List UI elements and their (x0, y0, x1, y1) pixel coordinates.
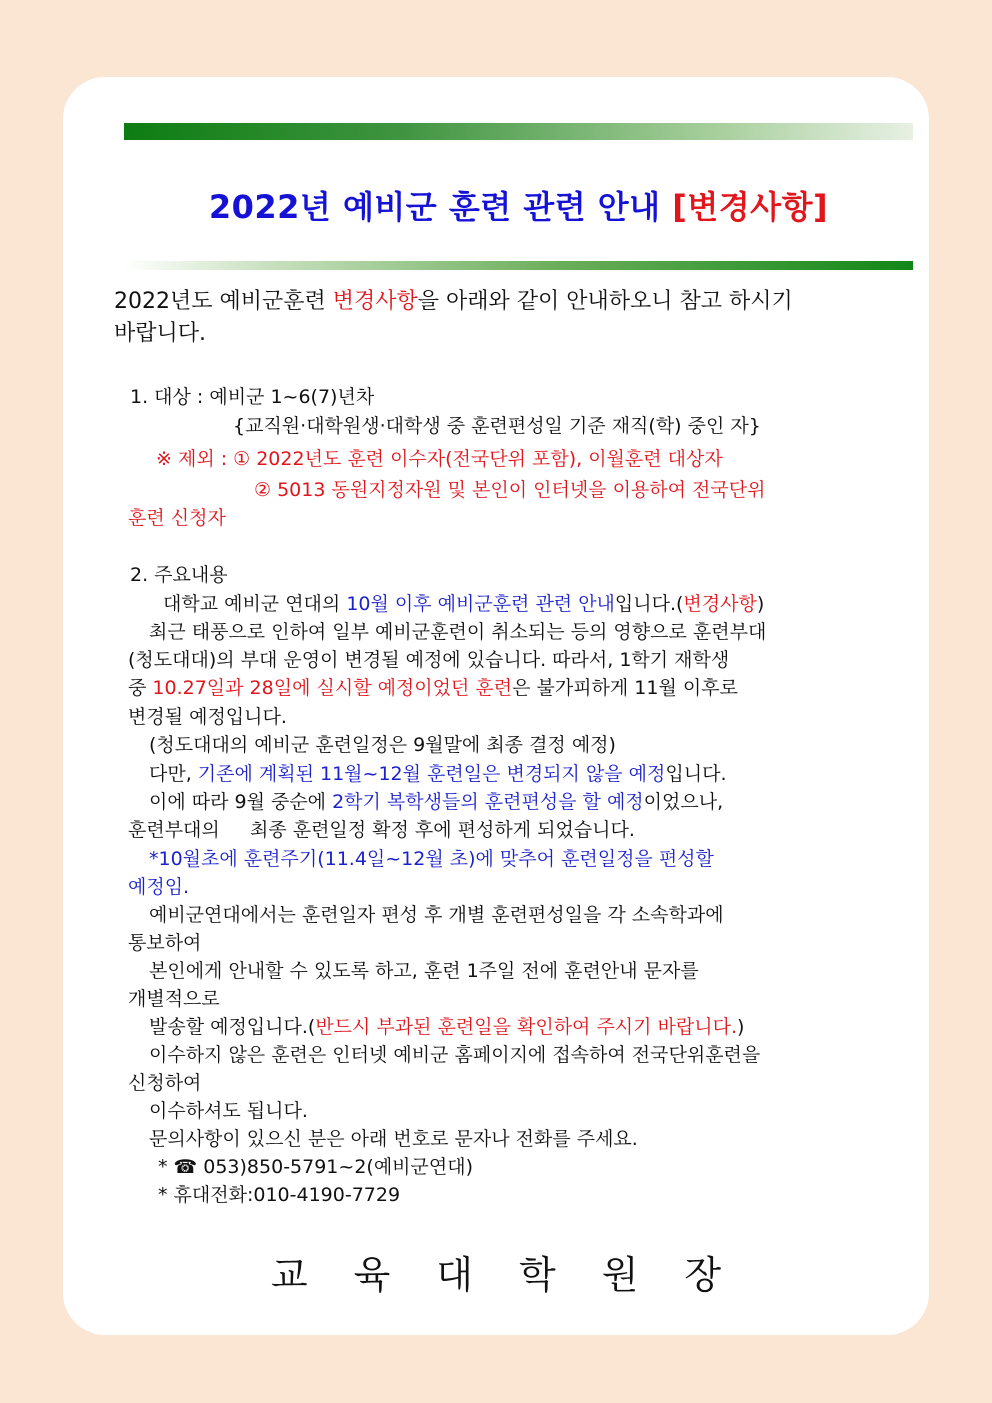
content-line-14: 본인에게 안내할 수 있도록 하고, 훈련 1주일 전에 훈련안내 문자를 (149, 960, 699, 982)
content-line-16: 발송할 예정입니다.(반드시 부과된 훈련일을 확인하여 주시기 바랍니다.) (149, 1016, 745, 1038)
content-line-15: 개별적으로 (128, 988, 220, 1010)
intro-line-2: 바랍니다. (114, 321, 207, 346)
content-line-6: (청도대대의 예비군 훈련일정은 9월말에 최종 결정 예정) (149, 734, 616, 756)
section1-heading: 1. 대상 : 예비군 1~6(7)년차 (130, 386, 375, 408)
content-line-7: 다만, 기존에 계획된 11월~12월 훈련일은 변경되지 않을 예정입니다. (149, 763, 727, 785)
exclusion-line-1: ※ 제외 : ① 2022년도 훈련 이수자(전국단위 포함), 이월훈련 대상자 (156, 448, 723, 470)
content-line-8: 이에 따라 9월 중순에 2학기 복학생들의 훈련편성을 할 예정이었으나, (149, 791, 724, 813)
section2-heading: 2. 주요내용 (130, 564, 228, 586)
content-line-4: 중 10.27일과 28일에 실시할 예정이었던 훈련은 불가피하게 11월 이후로 (128, 677, 738, 699)
intro-line-1: 2022년도 예비군훈련 변경사항을 아래와 같이 안내하오니 참고 하시기 (114, 289, 793, 314)
content-line-2: 최근 태풍으로 인하여 일부 예비군훈련이 취소되는 등의 영향으로 훈련부대 (149, 621, 767, 643)
content-line-10: *10월초에 훈련주기(11.4일~12월 초)에 맞추어 훈련일정을 편성할 (149, 848, 714, 870)
content-line-5: 변경될 예정입니다. (128, 706, 287, 728)
content-line-17: 이수하지 않은 훈련은 인터넷 예비군 홈페이지에 접속하여 전국단위훈련을 (149, 1044, 761, 1066)
page-title (124, 182, 913, 228)
content-line-11: 예정임. (128, 876, 190, 898)
title-highlight: [변경사항] (672, 188, 829, 226)
title-text: 2022년 예비군 훈련 관련 안내 (208, 188, 673, 226)
content-line-20: 문의사항이 있으신 분은 아래 번호로 문자나 전화를 주세요. (149, 1128, 638, 1150)
content-line-3: (청도대대)의 부대 운영이 변경될 예정에 있습니다. 따라서, 1학기 재학생 (128, 649, 730, 671)
footer-signature: 교육대학원장 (270, 1253, 768, 1297)
content-line-9: 훈련부대의 최종 훈련일정 확정 후에 편성하게 되었습니다. (128, 819, 635, 841)
content-line-13: 통보하여 (128, 932, 202, 954)
content-line-19: 이수하셔도 됩니다. (149, 1100, 308, 1122)
content-line-18: 신청하여 (128, 1072, 202, 1094)
section1-detail: {교직원·대학원생·대학생 중 훈련편성일 기준 재직(학) 중인 자} (233, 415, 761, 437)
content-line-1: 대학교 예비군 연대의 10월 이후 예비군훈련 관련 안내입니다.(변경사항) (163, 593, 765, 615)
contact-phone-mobile: * 휴대전화:010-4190-7729 (158, 1184, 401, 1206)
title-underline-bar (124, 261, 913, 270)
exclusion-line-2: ② 5013 동원지정자원 및 본인이 인터넷을 이용하여 전국단위 (254, 479, 766, 501)
contact-phone-office: * ☎ 053)850-5791~2(예비군연대) (158, 1156, 474, 1178)
header-green-bar (124, 123, 913, 140)
content-line-12: 예비군연대에서는 훈련일자 편성 후 개별 훈련편성일을 각 소속학과에 (149, 904, 724, 926)
exclusion-line-3: 훈련 신청자 (128, 507, 226, 529)
